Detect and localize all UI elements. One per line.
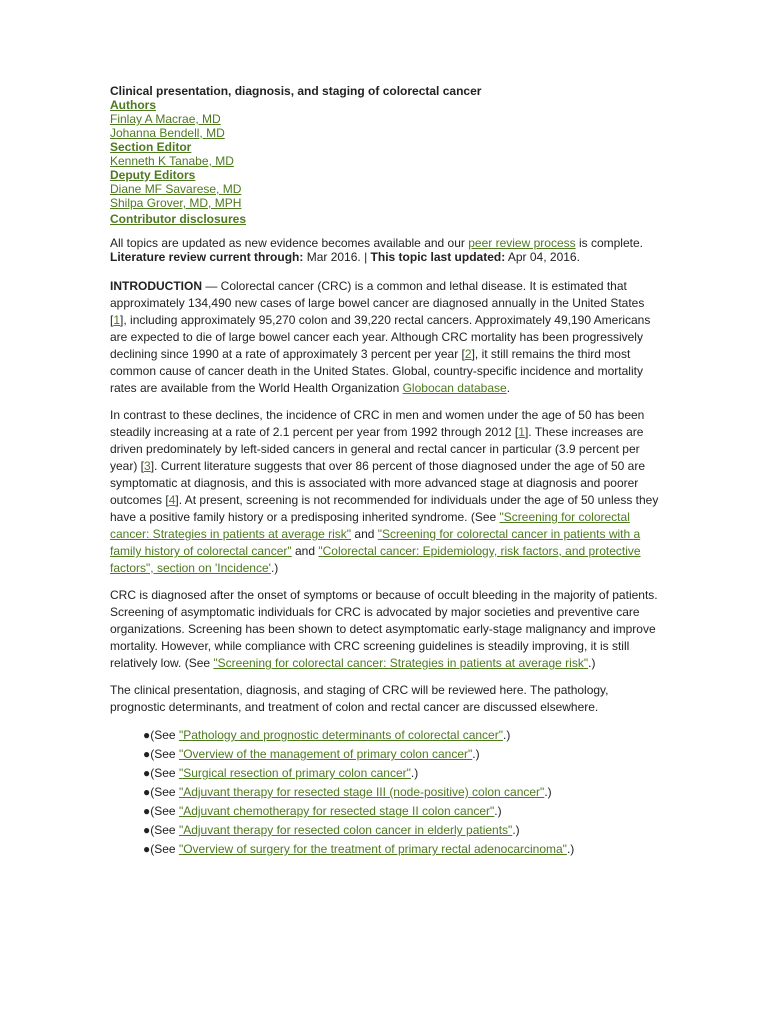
bullet: ● [143,766,151,780]
topic-link[interactable]: "Screening for colorectal cancer: Strategies in patients at average risk" [110,510,630,541]
paragraph-text: .) [270,561,279,575]
paragraph-text: In contrast to these declines, the incidence of CRC in men and women under the age of 50 has been steadily increasing at a rate of 2.1 percent per year from 1992 through 2012 [ [110,408,645,439]
peer-review-process-link[interactable]: peer review process [468,236,576,250]
see-prefix: (See [150,804,179,818]
bullet: ● [143,842,151,856]
see-suffix: .) [566,842,575,856]
globocan-database-link[interactable]: Globocan database [402,381,507,395]
topic-link[interactable]: "Surgical resection of primary colon cancer" [178,766,411,780]
paragraph-text: and [291,544,319,558]
topic-link[interactable]: "Colorectal cancer: Epidemiology, risk factors, and protective factors", section on 'Incidence' [110,544,641,575]
topic-link[interactable]: "Pathology and prognostic determinants of colorectal cancer" [178,728,503,742]
literature-review-label: Literature review current through: [110,250,304,264]
see-suffix: .) [544,785,552,799]
topic-link[interactable]: "Adjuvant therapy for resected stage III (node-positive) colon cancer" [178,785,545,799]
paragraph-text: CRC is diagnosed after the onset of symptoms or because of occult bleeding in the majority of patients. Screening of asymptomatic individuals for CRC is advocated by major societies and preventive care organizations. Screening has been shown to detect asymptomatic early-stage malignancy and improve mortality. However, while compliance with CRC screening guidelines is steadily improving, it is still relatively low. (See [110,588,658,670]
update-note-text: All topics are updated as new evidence becomes available and our [110,236,469,250]
topic-link[interactable]: "Screening for colorectal cancer: Strategies in patients at average risk" [213,656,589,670]
author-link[interactable]: Finlay A Macrae, MD [110,112,221,126]
incidence-paragraph [110,407,660,577]
literature-review-line [110,250,660,264]
bullet: ● [143,785,151,799]
paragraph-text: .) [588,656,596,670]
deputy-editor-link[interactable]: Shilpa Grover, MD, MPH [110,196,242,210]
author-link[interactable]: Johanna Bendell, MD [110,126,225,140]
bullet: ● [143,823,151,837]
contributor-disclosures-link[interactable]: Contributor disclosures [110,212,247,226]
see-suffix: .) [512,823,520,837]
see-prefix: (See [150,766,179,780]
intro-text: — Colorectal cancer (CRC) is a common and lethal disease. It is estimated that approximately 134,490 new cases of large bowel cancer are diagnosed annually in the United States [ [110,279,645,327]
see-suffix: .) [410,766,419,780]
reference-link[interactable]: 4 [168,493,176,507]
paragraph-text: ]. At present, screening is not recommended for individuals under the age of 50 unless they have a positive family history or a predisposing inherited syndrome. (See [110,493,659,524]
topic-link[interactable]: "Adjuvant therapy for resected colon cancer in elderly patients" [178,823,513,837]
authors-heading-link[interactable]: Authors [110,98,156,112]
see-suffix: .) [472,747,480,761]
see-also-list [110,726,660,859]
see-suffix: .) [494,804,502,818]
reference-link[interactable]: 1 [113,313,121,327]
topic-link[interactable]: "Overview of surgery for the treatment of primary rectal adenocarcinoma" [178,842,567,856]
reference-link[interactable]: 3 [144,459,151,473]
intro-text: ], it still remains the third most common cause of cancer death in the United States. Global, country-specific incidence and mortality rates are available from the World Health Organization [110,347,643,395]
page-title: Clinical presentation, diagnosis, and staging of colorectal cancer [110,84,482,98]
topic-link[interactable]: "Overview of the management of primary colon cancer" [178,747,473,761]
deputy-editor-link[interactable]: Diane MF Savarese, MD [110,182,242,196]
list-item [143,840,660,859]
literature-review-value: Mar 2016. | [303,250,371,264]
last-updated-value: Apr 04, 2016. [505,250,580,264]
see-suffix: .) [502,728,511,742]
reference-link[interactable]: 2 [464,347,472,361]
list-item [143,783,660,802]
topic-link[interactable]: "Screening for colorectal cancer in patients with a family history of colorectal cancer" [110,527,641,558]
section-editor-link[interactable]: Kenneth K Tanabe, MD [110,154,234,168]
paragraph-text: ]. These increases are driven predominately by left-sided cancers in general and rectal cancer in particular (3.9 percent per year) [ [110,425,644,473]
intro-text: . [506,381,511,395]
document [110,84,660,859]
see-prefix: (See [150,747,179,761]
scope-paragraph: The clinical presentation, diagnosis, and staging of CRC will be reviewed here. The pathology, prognostic determinants, and treatment of colon and rectal cancer are discussed elsewhere. [110,683,609,714]
see-prefix: (See [150,823,179,837]
paragraph-text: ]. Current literature suggests that over 86 percent of those diagnosed under the age of 50 are symptomatic at diagnosis, and this is associated with more advanced stage at diagnosis and poorer outcomes [ [110,459,646,507]
last-updated-label: This topic last updated: [370,250,506,264]
intro-text: ], including approximately 95,270 colon and 39,220 rectal cancers. Approximately 49,190 Americans are expected to die of large bowel cancer each year. Although CRC mortality has been progressively declining since 1990 at a rate of approximately 3 percent per year [ [110,313,651,361]
see-prefix: (See [150,842,179,856]
list-item [143,802,660,821]
introduction-heading: INTRODUCTION [110,279,202,293]
list-item [143,764,660,783]
screening-paragraph [110,587,660,672]
update-note [110,236,660,250]
list-item [143,821,660,840]
list-item [143,745,660,764]
topic-link[interactable]: "Adjuvant chemotherapy for resected stage II colon cancer" [178,804,495,818]
bullet: ● [143,747,151,761]
see-prefix: (See [150,728,179,742]
paragraph-text: and [351,527,378,541]
list-item [143,726,660,745]
introduction-paragraph [110,278,660,397]
see-prefix: (See [150,785,179,799]
deputy-editors-heading-link[interactable]: Deputy Editors [110,168,196,182]
update-note-text-end: is complete. [575,236,643,250]
bullet: ● [143,728,151,742]
bullet: ● [143,804,151,818]
reference-link[interactable]: 1 [518,425,525,439]
section-editor-heading-link[interactable]: Section Editor [110,140,192,154]
